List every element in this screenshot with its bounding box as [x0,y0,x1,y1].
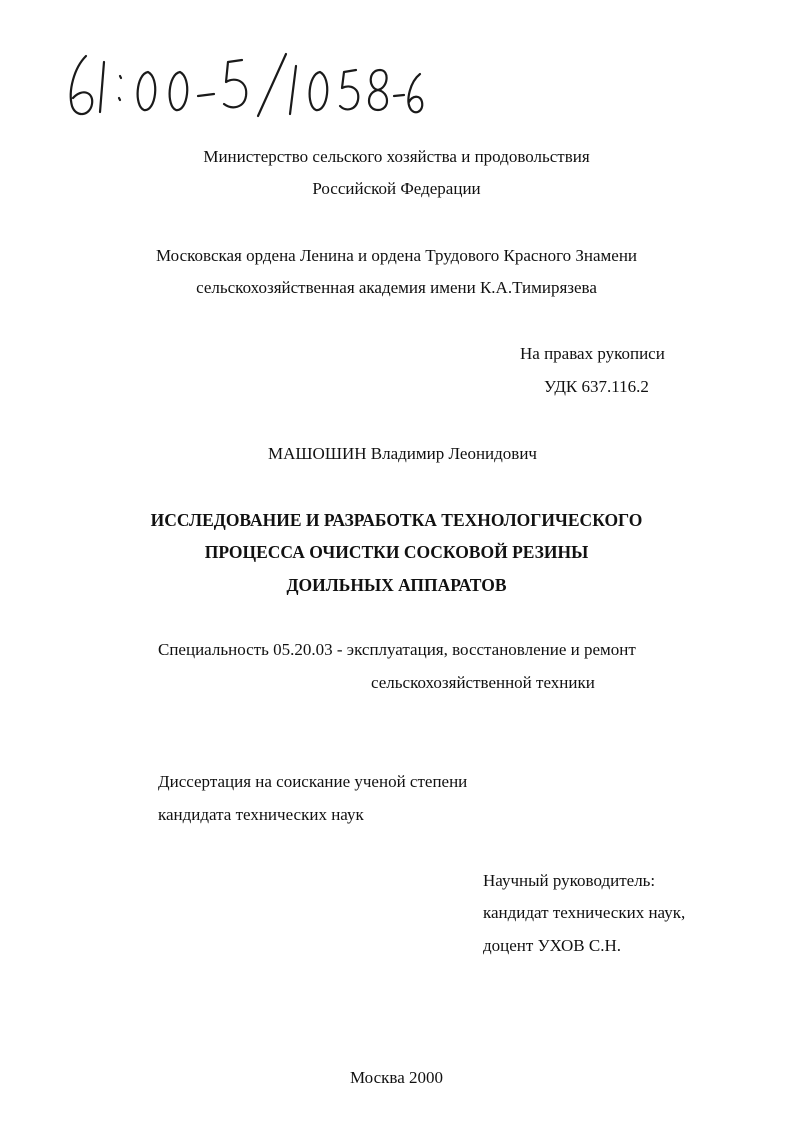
author-name: МАШОШИН Владимир Леонидович [268,444,537,463]
academy-line-1: Московская ордена Ленина и ордена Трудового Красного Знамени [155,246,638,265]
specialty-line-1: Специальность 05.20.03 - эксплуатация, восстановление и ремонт [158,640,636,659]
supervisor-heading: Научный руководитель: [483,871,656,890]
specialty-line-2: сельскохозяйственной техники [371,673,595,692]
dissertation-line-1: Диссертация на соискание ученой степени [158,772,468,791]
ministry-line-1: Министерство сельского хозяйства и продовольствия [203,147,590,166]
title-line-1: ИССЛЕДОВАНИЕ И РАЗРАБОТКА ТЕХНОЛОГИЧЕСКОГО [150,510,643,530]
city-year: Москва 2000 [349,1068,444,1087]
manuscript-rights: На правах рукописи [520,344,665,363]
title-line-2: ПРОЦЕССА ОЧИСТКИ СОСКОВОЙ РЕЗИНЫ [204,542,589,562]
dissertation-line-2: кандидата технических наук [158,805,364,824]
supervisor-degree: кандидат технических наук, [483,903,686,922]
supervisor-name: доцент УХОВ С.Н. [483,936,622,955]
ministry-line-2: Российской Федерации [312,179,481,198]
handwritten-registration-number [64,46,424,126]
title-line-3: ДОИЛЬНЫХ АППАРАТОВ [286,575,507,595]
academy-line-2: сельскохозяйственная академия имени К.А.Тимирязева [196,278,597,297]
udc-code: УДК 637.116.2 [544,377,649,396]
